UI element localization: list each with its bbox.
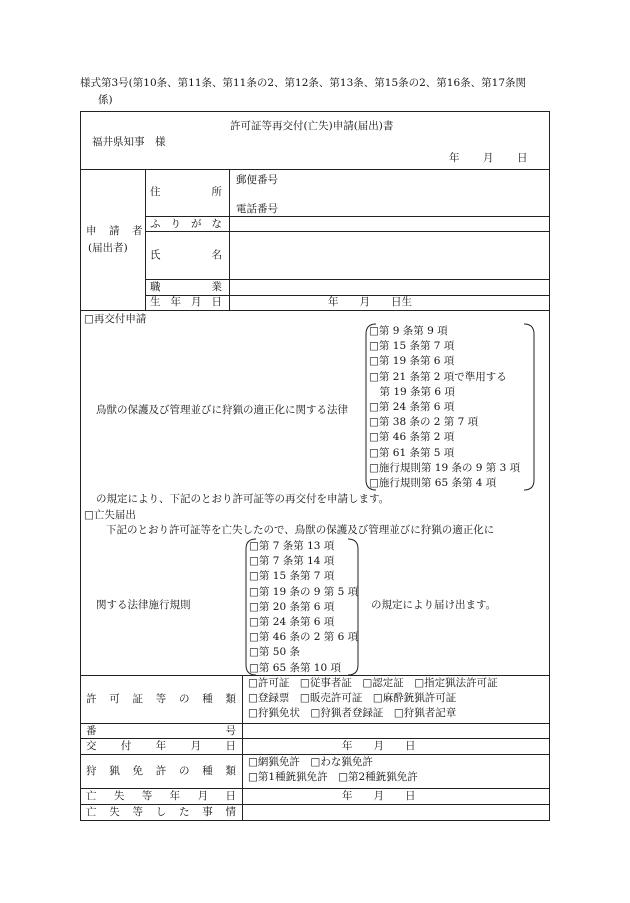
reissue-option[interactable]: □第 46 条第 2 項 [369, 431, 455, 444]
permit-type-option[interactable]: □許可証 □従事者証 □認定証 □指定猟法許可証 [248, 677, 498, 689]
rule [80, 169, 550, 170]
issue-date-label: 交 付 年 月 日 [86, 740, 236, 752]
rule [80, 310, 550, 311]
license-type-option[interactable]: □網猟免許 □わな猟免許 [248, 756, 373, 768]
reissue-option[interactable]: □第 24 条第 6 項 [369, 400, 455, 413]
reissue-closing: の規定により、下記のとおり許可証等の再交付を申請します。 [96, 493, 390, 505]
addressee: 福井県知事 様 [92, 136, 166, 148]
date-month: 月 [483, 152, 494, 164]
reissue-option[interactable]: □第 9 条第 9 項 [369, 325, 448, 337]
rule [80, 675, 550, 676]
loss-option[interactable]: □第 20 条第 6 項 [249, 600, 335, 613]
loss-law-text: 関する法律施行規則 [96, 599, 191, 611]
rule [145, 279, 550, 280]
rule [145, 169, 146, 310]
loss-closing: の規定により届け出ます。 [371, 599, 497, 611]
permit-type-label: 許 可 証 等 の 種 類 [86, 693, 236, 705]
loss-option[interactable]: □第 24 条第 6 項 [249, 615, 335, 628]
loss-date-value: 年 月 日 [342, 790, 416, 802]
form-title: 許可証等再交付(亡失)申請(届出)書 [230, 120, 394, 132]
rule [80, 788, 550, 789]
reissue-option[interactable]: □施行規則第 65 条第 4 項 [369, 476, 497, 489]
license-type-option[interactable]: □第1種銃猟免許 □第2種銃猟免許 [248, 771, 418, 783]
loss-option[interactable]: □第 46 条の 2 第 6 項 [249, 631, 359, 644]
issue-date-value: 年 月 日 [342, 740, 416, 752]
loss-option[interactable]: □第 65 条第 10 項 [249, 661, 341, 674]
reissue-option[interactable]: □第 38 条の 2 第 7 項 [369, 416, 479, 429]
loss-intro: 下記のとおり許可証等を亡失したので、鳥獣の保護及び管理並びに狩猟の適正化に [106, 524, 495, 536]
name-label: 氏 名 [150, 249, 222, 261]
applicant-label-sub: (届出者) [88, 242, 128, 254]
rule [80, 754, 550, 755]
reissue-option[interactable]: □第 15 条第 7 項 [369, 340, 455, 353]
number-label: 番 号 [86, 725, 236, 737]
reissue-bracket-icon [362, 322, 542, 494]
reissue-option: 第 19 条第 6 項 [369, 385, 455, 398]
rule [242, 675, 243, 821]
rule [145, 231, 550, 232]
loss-checkbox[interactable]: □亡失届出 [84, 509, 136, 521]
loss-option[interactable]: □第 19 条の 9 第 5 項 [249, 585, 359, 598]
loss-bracket-icon [242, 537, 366, 679]
permit-type-option[interactable]: □狩猟免状 □狩猟者登録証 □狩猟者記章 [248, 707, 457, 719]
date-day: 日 [517, 152, 528, 164]
loss-option[interactable]: □第 50 条 [249, 646, 300, 659]
loss-circumstances-label: 亡 失 等 し た 事 情 [86, 806, 236, 818]
postal-code-label: 郵便番号 [236, 174, 278, 186]
rule [80, 723, 550, 724]
date-year: 年 [449, 152, 460, 164]
occupation-label: 職 業 [150, 281, 222, 293]
reissue-option[interactable]: □第 21 条第 2 項で準用する [369, 370, 507, 383]
permit-type-option[interactable]: □登録票 □販売許可証 □麻酔銃猟許可証 [248, 692, 457, 704]
loss-option[interactable]: □第 7 条第 13 項 [249, 540, 335, 552]
form-number-line1: 様式第3号(第10条、第11条、第11条の2、第12条、第13条、第15条の2、第16条、第17条関 [80, 77, 527, 89]
address-label: 住 所 [150, 186, 222, 198]
rule [80, 738, 550, 739]
reissue-checkbox[interactable]: □再交付申請 [84, 313, 147, 325]
license-type-label: 狩 猟 免 許 の 種 類 [86, 765, 236, 777]
reissue-law-text: 鳥獣の保護及び管理並びに狩猟の適正化に関する法律 [96, 404, 348, 416]
reissue-option[interactable]: □第 61 条第 5 項 [369, 446, 455, 459]
birthdate-value: 年 月 日生 [328, 296, 412, 308]
loss-date-label: 亡 失 等 年 月 日 [86, 790, 236, 802]
rule [229, 169, 230, 310]
form-number-line2: 係) [98, 94, 113, 106]
reissue-option[interactable]: □施行規則第 19 条の 9 第 3 項 [369, 461, 521, 474]
loss-option[interactable]: □第 15 条第 7 項 [249, 570, 335, 583]
loss-option[interactable]: □第 7 条第 14 項 [249, 555, 335, 568]
birthdate-label: 生 年 月 日 [150, 296, 222, 308]
reissue-option[interactable]: □第 19 条第 6 項 [369, 355, 455, 368]
rule [80, 804, 550, 805]
phone-label: 電話番号 [236, 203, 278, 215]
rule [145, 216, 550, 217]
furigana-label: ふ り が な [150, 218, 222, 230]
applicant-label: 申 請 者 [86, 225, 144, 237]
